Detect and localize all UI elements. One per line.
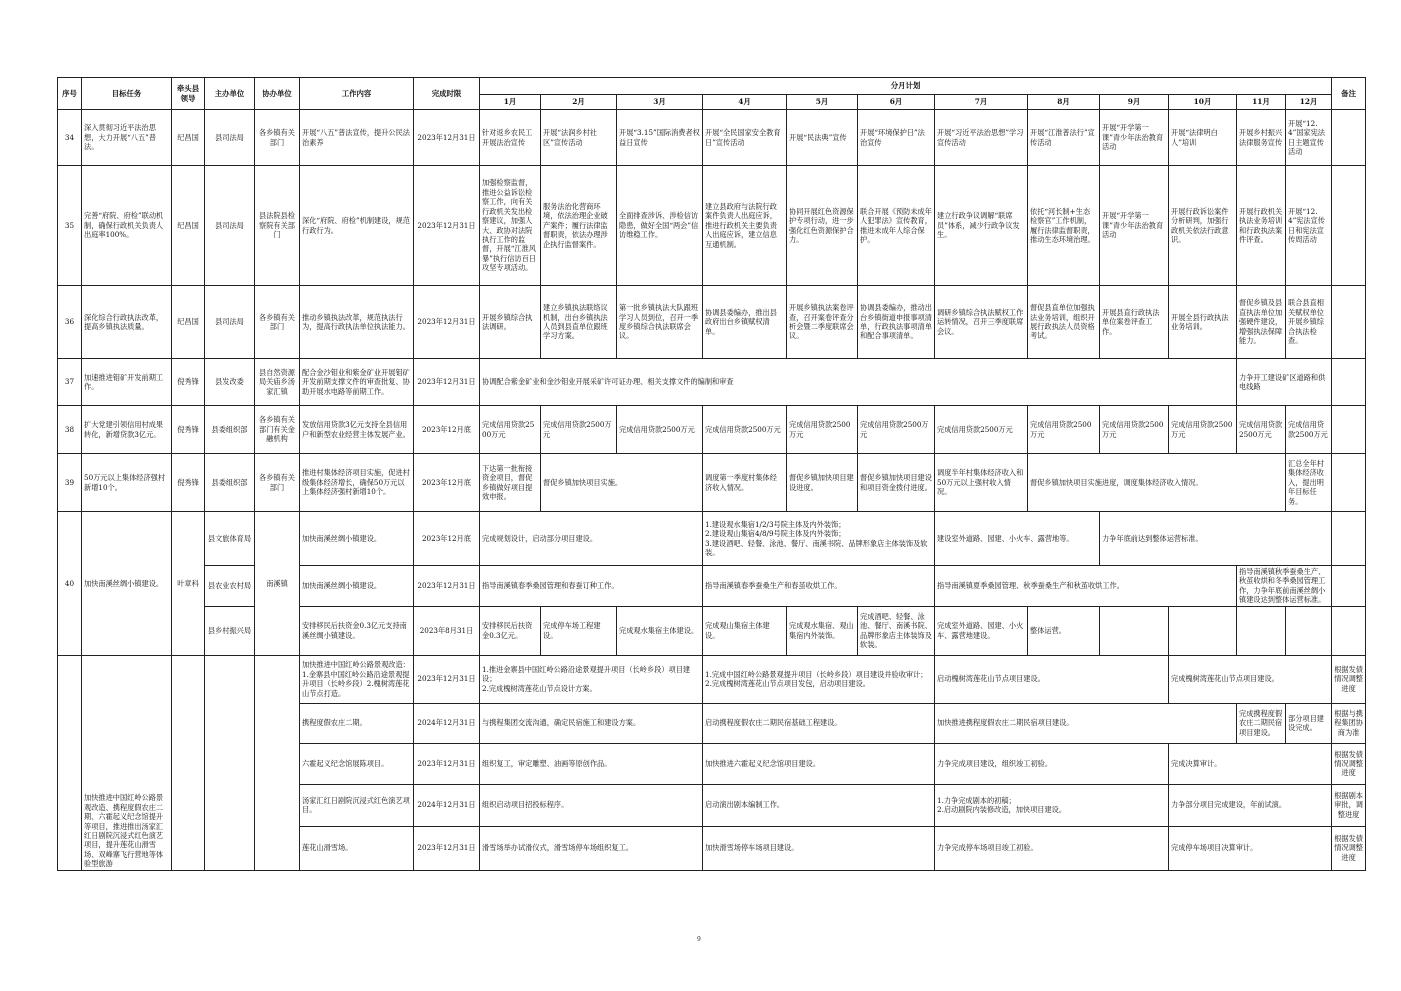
row-note (1332, 566, 1366, 607)
month-cell: 开展行政诉讼案件分析研判，加强行政机关依法行政意识。 (1169, 166, 1237, 286)
row-deadline: 2023年8月31日 (414, 606, 480, 655)
header-month: 9月 (1100, 95, 1169, 110)
row-lead-unit: 县司法局 (205, 110, 255, 166)
row-assist-unit: 各乡镇有关部门 (255, 286, 300, 359)
row-deadline: 2023年12月底 (414, 406, 480, 454)
month-cell: 开展“12.4”宪法宣传日和宪法宣传周活动 (1286, 166, 1332, 286)
month-cell-span: 指导南溪镇夏季桑园管理、秋季蚕桑生产和秋茧收烘工作。 (935, 566, 1237, 607)
table-row-34 (58, 110, 1366, 166)
header-row (58, 78, 1366, 95)
table-row-38 (58, 406, 1366, 454)
row-deadline: 2024年12月31日 (414, 784, 480, 826)
row-lead-unit (205, 655, 255, 870)
month-cell: 开展“法律明白人”培训 (1169, 110, 1237, 166)
row-note (1332, 606, 1366, 655)
month-cell: 下达第一批衔接资金项目，督促乡镇做好项目提效申报。 (480, 454, 541, 512)
header-month: 6月 (858, 95, 935, 110)
month-cell-span: 启动演出剧本编制工作。 (703, 784, 935, 826)
row-seq: 40 (58, 512, 82, 656)
month-cell: 完成观水集宿、观山集宿内外装饰。 (787, 606, 858, 655)
header-content: 工作内容 (300, 78, 414, 110)
month-cell-span: 建设室外道路、园建、小火车、露营地等。 (935, 512, 1100, 566)
header-deadline: 完成时限 (414, 78, 480, 110)
month-cell: 联合县直相关赋权单位开展乡镇综合执法检查。 (1286, 286, 1332, 359)
month-cell-span: 加快推进携程度假农庄二期民宿项目建设。 (935, 703, 1237, 743)
month-cell: 协同开展红色资源保护专项行动，进一步强化红色资源保护合力。 (787, 166, 858, 286)
month-cell: 完成信用贷款2500万元 (541, 406, 617, 454)
month-cell (1286, 606, 1332, 655)
month-cell: 安排移民后扶资金0.3亿元。 (480, 606, 541, 655)
row-deadline: 2023年12月底 (414, 454, 480, 512)
month-cell: 开展“开学第一课”青少年法治教育活动 (1100, 110, 1169, 166)
month-cell (1100, 606, 1169, 655)
header-lead-leader: 牵头县领导 (172, 78, 205, 110)
month-cell-span: 1.建设观水集宿1/2/3号院主体及内外装饰； 2.建设观山集宿4/8/9号院主体及内外装饰； 3.建设酒吧、轻餐、泳池、餐厅、南溪书院、品牌形象店主体装饰及软装。 (703, 512, 935, 566)
month-cell: 完成室外道路、园建、小火车、露营地建设。 (935, 606, 1028, 655)
row-note (1332, 454, 1366, 512)
month-cell: 协调县委编办，推出县政府出台乡镇赋权清单。 (703, 286, 787, 359)
row-assist-unit: 南溪镇 (255, 512, 300, 656)
row-note (1332, 286, 1366, 359)
table-row-40b (58, 566, 1366, 607)
row-content: 加快推进中国红岭公路景观改造：1.金寨县中国红岭公路沿途景观提升项目（长岭乡段）2.槐树湾莲花山节点打造。 (300, 655, 414, 703)
table-row-41a (58, 655, 1366, 703)
row-deadline: 2023年12月31日 (414, 166, 480, 286)
month-cell: 开展全县行政执法业务培训。 (1169, 286, 1237, 359)
month-cell: 联合开展《预防未成年人犯罪法》宣传教育，推进未成年人综合保护。 (858, 166, 935, 286)
row-content: 深化“府院、府检”机制建设，规范行政行为。 (300, 166, 414, 286)
header-month: 10月 (1169, 95, 1237, 110)
month-cell: 针对返乡农民工开展法治宣传 (480, 110, 541, 166)
row-assist-unit: 各乡镇有关部门 (255, 110, 300, 166)
row-note: 根据剧本审批，调整进度 (1332, 784, 1366, 826)
header-month: 1月 (480, 95, 541, 110)
row-goal: 深入贯彻习近平法治思想，大力开展“八五”普法。 (82, 110, 172, 166)
month-cell-span: 1.推进金寨县中国红岭公路沿途景观提升项目（长岭乡段）项目建设； 2.完成槐树湾莲花山节点设计方案。 (480, 655, 703, 703)
month-cell: 第一批乡镇执法大队跟班学习人员到位，召开一季度乡镇综合执法联席会议。 (617, 286, 703, 359)
table-row-40c (58, 606, 1366, 655)
month-cell-span: 组织启动项目招投标程序。 (480, 784, 703, 826)
row-goal: 完善“府院、府检”联动机制，确保行政机关负责人出庭率100%。 (82, 166, 172, 286)
row-assist-unit: 各乡镇有关部门有关金融机构 (255, 406, 300, 454)
page-number: 9 (697, 936, 701, 943)
month-cell: 全面排查涉诉、涉检信访隐患，做好全国“两会”信访维稳工作。 (617, 166, 703, 286)
row-deadline: 2024年12月31日 (414, 703, 480, 743)
table-row-35 (58, 166, 1366, 286)
row-deadline: 2023年12月31日 (414, 286, 480, 359)
row-lead-unit: 县委组织部 (205, 454, 255, 512)
table-row-36 (58, 286, 1366, 359)
row-seq: 38 (58, 406, 82, 454)
month-cell: 完成信用贷款2500万元 (1286, 406, 1332, 454)
month-cell-span: 指导南溪镇春季蚕桑生产和春茧收烘工作。 (703, 566, 935, 607)
row-note (1332, 166, 1366, 286)
month-cell-span: 完成规划设计，启动部分项目建设。 (480, 512, 703, 566)
row-note (1332, 512, 1366, 566)
month-cell: 完成信用贷款2500万元 (617, 406, 703, 454)
month-cell-span: 协调配合紫金矿业和金沙钼业开展采矿许可证办理、相关支撑文件的编制和审查 (480, 359, 1237, 406)
row-lead-unit: 县文旅体育局 (205, 512, 255, 566)
month-cell: 开展“3.15”国际消费者权益日宣传 (617, 110, 703, 166)
row-goal: 深化综合行政执法改革，提高乡镇执法质量。 (82, 286, 172, 359)
row-deadline: 2023年12月31日 (414, 566, 480, 607)
row-content: 安排移民后扶资金0.3亿元支持南溪丝绸小镇建设。 (300, 606, 414, 655)
row-content: 莲花山滑雪场。 (300, 826, 414, 870)
row-content: 加快南溪丝绸小镇建设。 (300, 512, 414, 566)
month-cell: 开展“江淮普法行”宣传活动 (1028, 110, 1100, 166)
header-month: 8月 (1028, 95, 1100, 110)
row-seq: 35 (58, 166, 82, 286)
month-cell: 开展乡镇综合执法调研。 (480, 286, 541, 359)
row-seq: 36 (58, 286, 82, 359)
row-seq: 39 (58, 454, 82, 512)
row-deadline: 2023年12月底 (414, 512, 480, 566)
month-cell: 完成信用贷款2500万元 (935, 406, 1028, 454)
month-cell: 开展乡镇执法案卷评查，召开案卷评查分析会暨二季度联席会议。 (787, 286, 858, 359)
row-leader: 纪昌国 (172, 166, 205, 286)
header-seq: 序号 (58, 78, 82, 110)
row-content: 携程度假农庄二期。 (300, 703, 414, 743)
month-cell: 完成信用贷款2500万元 (703, 406, 787, 454)
row-lead-unit: 县乡村振兴局 (205, 606, 255, 655)
month-cell: 督促乡镇及县直执法单位加强硬件建设，增强执法保障能力。 (1237, 286, 1286, 359)
month-cell: 调研乡镇综合执法赋权工作运转情况，召开三季度联席会议。 (935, 286, 1028, 359)
month-cell: 开展“开学第一课”青少年法治教育活动 (1100, 166, 1169, 286)
row-note: 根据与携程集团协商为准 (1332, 703, 1366, 743)
row-assist-unit (255, 655, 300, 870)
row-content: 开展“八五”普法宣传，提升公民法治素养 (300, 110, 414, 166)
header-month: 7月 (935, 95, 1028, 110)
table-row-39 (58, 454, 1366, 512)
month-cell-span: 指导南溪镇秋季蚕桑生产、秋茧收烘和冬季桑园管理工作，力争年底前南溪丝绸小镇建设达到整体运营标准。 (1237, 566, 1332, 607)
row-lead-unit: 县农业农村局 (205, 566, 255, 607)
month-cell: 完成携程度假农庄二期民宿项目建设。 (1237, 703, 1286, 743)
row-note (1332, 110, 1366, 166)
row-content: 推进村集体经济项目实施，促进村级集体经济增长，确保50万元以上集体经济强村新增10个。 (300, 454, 414, 512)
row-lead-unit: 县司法局 (205, 286, 255, 359)
row-goal: 50万元以上集体经济强村新增10个。 (82, 454, 172, 512)
header-month: 3月 (617, 95, 703, 110)
header-month: 5月 (787, 95, 858, 110)
row-leader: 倪秀锋 (172, 454, 205, 512)
month-cell: 建立乡镇执法联络议机制，出台乡镇执法人员到县直单位跟班学习方案。 (541, 286, 617, 359)
month-cell-span: 力争完成项目建设，组织竣工初验。 (935, 743, 1169, 784)
row-content: 推动乡镇执法改革，规范执法行为，提高行政执法单位执法能力。 (300, 286, 414, 359)
month-cell-span: 与携程集团交流沟通，确定民宿施工和建设方案。 (480, 703, 703, 743)
month-cell-span: 加快滑雪场停车场项目建设。 (703, 826, 935, 870)
month-cell-span: 督促乡镇加快项目实施进度，调度集体经济收入情况。 (1028, 454, 1286, 512)
row-deadline: 2023年12月31日 (414, 110, 480, 166)
month-cell: 完成观水集宿主体建设。 (617, 606, 703, 655)
month-cell: 督促乡镇加快项目建设进度。 (787, 454, 858, 512)
month-cell: 督促县直单位加强执法业务培训，组织开展行政执法人员资格考试。 (1028, 286, 1100, 359)
row-seq: 34 (58, 110, 82, 166)
month-cell: 开展“全民国家安全教育日”宣传活动 (703, 110, 787, 166)
month-cell (1237, 606, 1286, 655)
row-deadline: 2023年12月31日 (414, 826, 480, 870)
row-goal: 加速推进钼矿开发前期工作。 (82, 359, 172, 406)
table-row-40a (58, 512, 1366, 566)
month-cell: 部分项目建设完成。 (1286, 703, 1332, 743)
month-cell: 建立县政府与法院行政案件负责人出庭应诉，推进行政机关主要负责人出庭应诉，建立信息互通机制。 (703, 166, 787, 286)
row-content: 汤家汇红日剧院沉浸式红色演艺项目。 (300, 784, 414, 826)
row-leader: 倪秀锋 (172, 359, 205, 406)
month-cell-span: 滑雪场举办试滑仪式，滑雪场停车场组织复工。 (480, 826, 703, 870)
month-cell: 完成信用贷款2500万元 (1100, 406, 1169, 454)
month-cell: 协调县委编办，推动出台乡镇街道申报事项清单，行政执法事项清单和配合事项清单。 (858, 286, 935, 359)
month-cell-span: 指导南溪镇春季桑园管理和春蚕订种工作。 (480, 566, 703, 607)
row-note: 根据发债情况调整进度 (1332, 743, 1366, 784)
month-cell: 建立行政争议调解“联席员”体系，减少行政争议发生。 (935, 166, 1028, 286)
month-cell: 完成信用贷款2500万元 (787, 406, 858, 454)
month-cell: 开展“法润乡村社区”宣传活动 (541, 110, 617, 166)
month-cell: 完成酒吧、轻餐、泳池、餐厅、南溪书院、品牌形象店主体装饰及软装。 (858, 606, 935, 655)
table-row-37 (58, 359, 1366, 406)
month-cell: 开展“民法典”宣传 (787, 110, 858, 166)
row-deadline: 2023年12月31日 (414, 359, 480, 406)
work-plan-table (57, 77, 1366, 871)
month-cell-span: 1.完成中国红岭公路景观提升项目（长岭乡段）项目建设并验收审计； 2.完成槐树湾莲花山节点项目发包，启动项目建设。 (703, 655, 935, 703)
header-month: 12月 (1286, 95, 1332, 110)
row-leader: 纪昌国 (172, 286, 205, 359)
month-cell-span: 启动携程度假农庄二期民宿基础工程建设。 (703, 703, 935, 743)
month-cell: 开展“环境保护日”法治宣传 (858, 110, 935, 166)
month-cell: 完成信用贷款2500万元 (1028, 406, 1100, 454)
month-cell: 加强检察监督，推进公益诉讼检察工作，向有关行政机关发出检察建议，加强人大、政协对法院执行工作的监督，开展“江淮风暴”执行信访百日攻坚专项活动。 (480, 166, 541, 286)
row-content: 配合金沙钼业和紫金矿业开展钼矿开发前期支撑文件的审查批复、协助开展水电路等前期工作。 (300, 359, 414, 406)
month-cell: 完成信用贷款2500万元 (1237, 406, 1286, 454)
row-content: 六霍起义纪念馆展陈项目。 (300, 743, 414, 784)
row-leader: 倪秀锋 (172, 406, 205, 454)
header-monthly-plan: 分月计划 (480, 78, 1332, 95)
row-assist-unit: 各乡镇有关部门 (255, 454, 300, 512)
month-cell: 依托“河长制+生态检察官”工作机制，履行法律监督职责，推动生态环境治理。 (1028, 166, 1100, 286)
month-cell: 服务法治化营商环境，依法治理企业破产案件；履行法律监督职责，依法办理涉企执行监督案件。 (541, 166, 617, 286)
month-cell: 完成信用贷款2500万元 (480, 406, 541, 454)
month-cell-span: 1.力争完成剧本的初稿； 2.启动剧院内装修改造，加快项目建设。 (935, 784, 1169, 826)
month-cell-span: 力争年底前达到整体运营标准。 (1100, 512, 1332, 566)
month-cell-span: 加快推进六霍起义纪念馆项目建设。 (703, 743, 935, 784)
row-leader (172, 655, 205, 870)
month-cell: 开展“12.4”国家宪法日主题宣传活动 (1286, 110, 1332, 166)
month-cell: 完成停车场工程建设。 (541, 606, 617, 655)
row-content: 加快南溪丝绸小镇建设。 (300, 566, 414, 607)
header-note: 备注 (1332, 78, 1366, 110)
month-cell: 完成信用贷款2500万元 (1169, 406, 1237, 454)
month-cell (1169, 606, 1237, 655)
row-goal: 加快推进中国红岭公路景观改造、携程度假农庄二期、六霍起义纪念馆提升等项目，推进推出汤家汇红日剧院沉浸式红色演艺项目，提升莲花山滑雪场、双峰寨飞行营地等体验型旅游 (82, 655, 172, 870)
month-cell: 督促乡镇加快项目建设和项目资金拨付进度。 (858, 454, 935, 512)
month-cell-span: 力争开工建设矿区道路和供电线路 (1237, 359, 1332, 406)
month-cell-span: 启动槐树湾莲花山节点项目建设。 (935, 655, 1169, 703)
row-lead-unit: 县发改委 (205, 359, 255, 406)
row-assist-unit: 县法院县检察院有关部门 (255, 166, 300, 286)
row-deadline: 2023年12月31日 (414, 655, 480, 703)
month-cell: 调度半年村集体经济收入和50万元以上强村收入情况。 (935, 454, 1028, 512)
header-month: 2月 (541, 95, 617, 110)
header-month: 11月 (1237, 95, 1286, 110)
row-leader: 叶章科 (172, 512, 205, 656)
month-cell-span: 力争完成停车场项目竣工初验。 (935, 826, 1169, 870)
row-seq (58, 655, 82, 870)
row-lead-unit: 县委组织部 (205, 406, 255, 454)
month-cell: 开展县直行政执法单位案卷评查工作。 (1100, 286, 1169, 359)
month-cell: 整体运营。 (1028, 606, 1100, 655)
month-cell-span: 完成停车场项目决算审计。 (1169, 826, 1332, 870)
row-content: 发放信用贷款3亿元支持全县信用户和新型农业经营主体发展产业。 (300, 406, 414, 454)
month-cell: 开展行政机关执法业务培训和行政执法案件评查。 (1237, 166, 1286, 286)
row-seq: 37 (58, 359, 82, 406)
row-note (1332, 359, 1366, 406)
month-cell: 调度第一季度村集体经济收入情况。 (703, 454, 787, 512)
row-note: 根据发债情况调整进度 (1332, 655, 1366, 703)
row-note: 根据发债情况调整进度 (1332, 826, 1366, 870)
row-goal: 扩大党建引领信用村成果转化，新增贷款3亿元。 (82, 406, 172, 454)
month-cell: 汇总全年村集体经济收入，提出明年目标任务。 (1286, 454, 1332, 512)
row-note (1332, 406, 1366, 454)
row-lead-unit: 县司法局 (205, 166, 255, 286)
month-cell-span: 力争部分项目完成建设，年前试演。 (1169, 784, 1332, 826)
row-goal: 加快南溪丝绸小镇建设。 (82, 512, 172, 656)
month-cell: 开展“习近平法治思想”学习宣传活动 (935, 110, 1028, 166)
header-month: 4月 (703, 95, 787, 110)
month-cell-span: 完成槐树湾莲花山节点项目建设。 (1169, 655, 1332, 703)
header-goal: 目标任务 (82, 78, 172, 110)
row-leader: 纪昌国 (172, 110, 205, 166)
row-deadline: 2023年12月31日 (414, 743, 480, 784)
month-cell-span: 组织复工，审定雕塑、油画等原创作品。 (480, 743, 703, 784)
header-lead-unit: 主办单位 (205, 78, 255, 110)
month-cell-span: 完成决算审计。 (1169, 743, 1332, 784)
month-cell: 开展乡村振兴法律服务宣传 (1237, 110, 1286, 166)
row-assist-unit: 县自然资源局关庙乡汤家汇镇 (255, 359, 300, 406)
month-cell: 完成观山集宿主体建设。 (703, 606, 787, 655)
month-cell: 完成信用贷款2500万元 (858, 406, 935, 454)
header-assist-unit: 协办单位 (255, 78, 300, 110)
month-cell-span: 督促乡镇加快项目实施。 (541, 454, 703, 512)
